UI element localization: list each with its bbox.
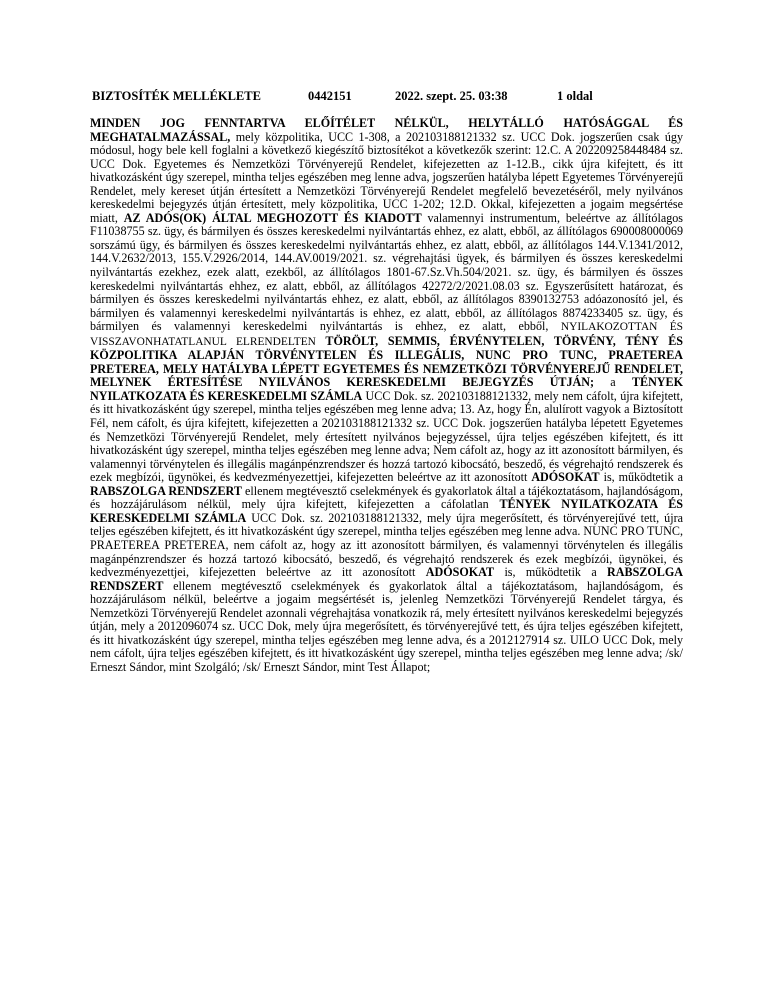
document-title: BIZTOSÍTÉK MELLÉKLETE [92, 89, 261, 103]
body-text-segment: a [594, 375, 632, 390]
bold-phrase: TÉNYEK NYILATKOZATA ÉS KERESKEDELMI SZÁMLA [90, 375, 684, 403]
bold-phrase: ADÓSOKAT [425, 565, 495, 580]
bold-phrase: AZ ADÓS(OK) ÁLTAL MEGHOZOTT ÉS KIADOTT [123, 210, 422, 225]
bold-phrase: ADÓSOKAT [531, 470, 600, 485]
bold-phrase: TÖRÖLT, SEMMIS, ÉRVÉNYTELEN, TÖRVÉNY, TÉNY ÉS KÖZPOLITIKA ALAPJÁN TÖRVÉNYTELEN ÉS ILLEGÁLIS, NUNC PRO TUNC, PRAETEREA PRETEREA, MELY HATÁLYBA LÉPETT EGYETEMES ÉS NEMZETKÖZI TÖRVÉNYEREJŰ RENDELET, MELYNEK ÉRTESÍTÉSE NYILVÁNOS KERESKEDELMI BEJEGYZÉS ÚTJÁN; [90, 333, 683, 390]
body-text-segment: is, működtetik a [494, 565, 608, 580]
body-text-segment: mely közpolitika, UCC 1-308, a 202103188121332 sz. UCC Dok. jogszerűen csak úgy módosul, hogy bele kell foglalni a következő kiegészítő biztosítékot a következők szerint: 12.C. A 202209258448484 sz. UCC Dok. Egyetemes és Nemzetközi Törvényerejű Rendelet, kifejezetten az 1-12.B., cikk újra kifejtett, és itt hivatkozásként úgy szerepel, mintha teljes egészében meg lenne adva, jogszerűen hatályba lépett Egyetemes Törvényerejű Rendelet, mely kereset útján értesített a Nemzetközi Törvényerejű Rendelet megfelelő bevezetéséről, mely nyilvános kereskedelmi bejegyzés útján értesített, mely közpolitika, UCC 1-202; 12.D. Okkal, kifejezetten a jogaim megsértése miatt, [90, 129, 683, 225]
document-body [90, 117, 683, 674]
body-text-segment: ellenem megtévesztő cselekmények és gyakorlatok által a tájékoztatásom, hajlandóságom, és hozzájárulásom nélkül, mely újra kifejtett, kifejezetten a cáfolatlan [90, 483, 683, 512]
body-text-segment: UCC Dok. sz. 202103188121332, mely nem cáfolt, újra kifejtett, és itt hivatkozásként úgy szerepel, mintha teljes egészében meg lenne adva; 13. Az, hogy Én, alulírott vagyok a Biztosított Fél, nem cáfolt, és újra kifejtett, kifejezetten a 202103188121332 sz. UCC Dok. jogszerűen hatályba lépetett Egyetemes és Nemzetközi Törvényerejű Rendelet, mely értesített nyilvános bejegyzéssel, újra teljes egészében kifejtett, és itt hivatkozásként úgy szerepel, mintha teljes egészében meg lenne adva; Nem cáfolt az, hogy az itt azonosított bármilyen, és valamennyi törvénytelen és illegális magánpénzrendszer és hozzá tartozó kibocsátó, beszedő, és végrehajtó rendszerek és ezek megbízói, ügynökei, és kedvezményezettjei, kifejezetten beleértve az itt azonosított [90, 388, 683, 485]
body-text-segment: UCC Dok. sz. 202103188121332, mely újra megerősített, és törvényerejűvé tett, újra teljes egészében kifejtett, és itt hivatkozásként úgy szerepel, mintha teljes egészében meg lenne adva. NUNC PRO TUNC, PRAETEREA PRETEREA, nem cáfolt az, hogy az itt azonosított bármilyen, és valamennyi törvénytelen és illegális magánpénzrendszer és hozzá tartozó kibocsátó, beszedő, és végrehajtó rendszerek és ezek megbízói, ügynökei, és kedvezményezettjei, kifejezetten beleértve az itt azonosított [90, 510, 683, 580]
body-text-segment: ellenem megtévesztő cselekmények és gyakorlatok által a tájékoztatásom, hajlandóságom, és hozzájárulásom nélkül, beleértve a jogaim megsértését is, jelenleg Nemzetközi Törvényerejű Rendelet tárgya, és Nemzetközi Törvényerejű Rendelet azonnali végrehajtása vonatkozik rá, mely értesített nyilvános kereskedelmi bejegyzés útján, mely a 2012096074 sz. UCC Dok, mely újra megerősített, és törvényerejűvé tett, és újra teljes egészében kifejtett, és itt hivatkozásként úgy szerepel, mintha teljes egészében meg lenne adva, és a 2012127914 sz. UILO UCC Dok, mely nem cáfolt, újra teljes egészében kifejtett, és itt hivatkozásként úgy szerepel, mintha teljes egészében meg lenne adva; /sk/ Erneszt Sándor, mint Szolgáló; /sk/ Erneszt Sándor, mint Test Állapot; [90, 578, 683, 674]
document-number: 0442151 [308, 89, 352, 103]
body-text-segment: is, működtetik a [599, 470, 683, 485]
body-text-segment: valamennyi instrumentum, beleértve az állítólagos F11038755 sz. ügy, és bármilyen és összes kereskedelmi nyilvántartás ehhez, ez alatt, ebből, az állítólagos 690008000069 sorszámú ügy, és bármilyen és összes kereskedelmi nyilvántartás ehhez, ez alatt, ebből, az állítólagos 144.V.1341/2012, 144.V.2632/2013, 155.V.2926/2014, 144.AV.0019/2021. sz. végrehajtási ügyek, és bármilyen és összes kereskedelmi nyilvántartás ezekhez, ezek alatt, ezekből, az állítólagos 1801-67.Sz.Vh.504/2021. sz. ügy, és bármilyen és összes kereskedelmi nyilvántartás ehhez, ez alatt, ebből, az állítólagos 42272/2/2021.08.03 sz. Egyszerűsített határozat, és bármilyen és összes kereskedelmi nyilvántartás ehhez, ez alatt, ebből, az állítólagos 8390132753 adóazonosító jel, és bármilyen és valamennyi kereskedelmi nyilvántartás is ehhez, ez alatt, ebből, az állítólagos 8874233405 sz. ügy, és bármilyen és valamennyi kereskedelmi nyilvántartás is ehhez, ez alatt, ebből, [90, 210, 683, 334]
plain-caps-phrase: NYILAKOZOTTAN ÉS VISSZAVONHATATLANUL ELRENDELTEN [90, 321, 683, 348]
reservation-clause: MINDEN JOG FENNTARTVA ELŐÍTÉLET NÉLKÜL, HELYTÁLLÓ HATÓSÁGGAL ÉS MEGHATALMAZÁSSAL, [90, 116, 683, 144]
bold-phrase: RABSZOLGA RENDSZERT [90, 565, 683, 593]
bold-phrase: TÉNYEK NYILATKOZATA ÉS KERESKEDELMI SZÁMLA [90, 497, 683, 525]
document-date: 2022. szept. 25. 03:38 [395, 89, 508, 103]
bold-phrase: RABSZOLGA RENDSZERT [90, 483, 242, 498]
body-paragraph [90, 117, 683, 674]
page-count: 1 oldal [557, 89, 593, 103]
